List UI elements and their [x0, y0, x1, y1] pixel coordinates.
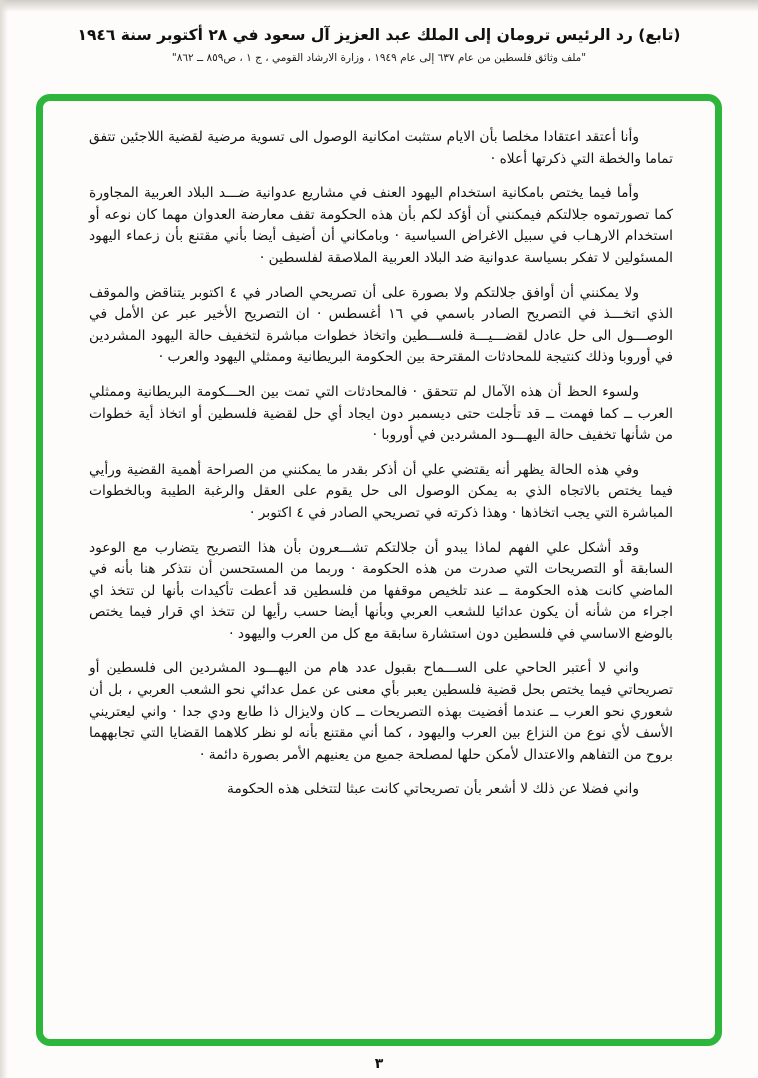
document-body — [43, 101, 715, 822]
paragraph-1: وأنا أعتقد اعتقادا مخلصا بأن الايام ستثبت امكانية الوصول الى تسوية مرضية لقضية اللاجئين تتفق تماما والخطة التي ذكرتها أعلاه · — [89, 129, 673, 167]
paragraph-7: واني لا أعتبر الحاحي على الســـماح بقبول عدد هام من اليهـــود المشردين الى فلسطين أو تصريحاتي فيما يختص بحل قضية فلسطين يعبر بأي معنى عن عمل عدائي نحو الشعب العربي ، بل أن شعوري نحو العرب ــ عندما أفضيت بهذه التصريحات ــ كان ولايزال ذا طابع ودي جدا · واني ليعتريني الأسف لأي نوع من النزاع بين العرب واليهود ، كما أني مقتنع بأنه لو نظر كلاهما القضايا التي تجابههما بروح من التفاهم والاعتدال لأمكن حلها لمصلحة جميع من يعنيهم الأمر بصورة دائمة · — [89, 660, 673, 763]
paragraph-8: واني فضلا عن ذلك لا أشعر بأن تصريحاتي كانت عبثا لتتخلى هذه الحكومة — [226, 781, 639, 798]
document-header — [0, 0, 758, 64]
document-subtitle: "ملف وثائق فلسطين من عام ٦٣٧ إلى عام ١٩٤٩ ، وزارة الارشاد القومي ، ج ١ ، ص٨٥٩ ــ ٨٦٢" — [171, 52, 587, 64]
paragraph-2: وأما فيما يختص بامكانية استخدام اليهود العنف في مشاريع عدوانية ضـــد البلاد العربية المجاورة كما تصورتموه جلالتكم فيمكنني أن أؤكد لكم بأن هذه الحكومة تقف معارضة العدوان مهما كان نوعه أو استخدام الارهـاب في سبيل الاغراض السياسية · وبامكاني أن أضيف أيضا بأني مقتنع بأن زعماء اليهود المسئولين لا تفكر بسياسة عدوانية ضد البلاد العربية الملاصقة لفلسطين · — [89, 185, 673, 266]
paragraph-4: ولسوء الحظ أن هذه الآمال لم تتحقق · فالمحادثات التي تمت بين الحـــكومة البريطانية وممثلي العرب ــ كما فهمت ــ قد تأجلت حتى ديسمبر دون ايجاد أي حل لقضية فلسطين أو اتخاذ أية خطوات من شأنها تخفيف حالة اليهـــود المشردين في أوروبا · — [89, 383, 673, 444]
page-number: ٣ — [374, 1056, 384, 1072]
paragraph-5: وفي هذه الحالة يظهر أنه يقتضي علي أن أذكر بقدر ما يمكنني من الصراحة أهمية القضية ورأيي فيما يختص بالاتجاه الذي به يمكن الوصول الى حل يقوم على العقل والرغبة الطيبة وبالخطوات المباشرة التي يجب اتخاذها · وهذا ذكرته في تصريحي الصادر في ٤ اكتوبر · — [89, 461, 673, 521]
green-border-frame — [36, 94, 722, 1046]
paragraph-6: وقد أشكل علي الفهم لماذا يبدو أن جلالتكم تشـــعرون بأن هذا التصريح يتضارب مع الوعود السابقة أو التصريحات التي صدرت من هذه الحكومة · وربما من المستحسن أن نتذكر هنا بأنه في الماضي كانت هذه الحكومة ــ عند تلخيص موقفها من فلسطين قد أعطت تأكيدات بأنها لن تتخذ اي اجراء من شأنه أن يكون عدائيا للشعب العربي وبأنها أيضا حسب رأيها لن تتخذ اي قرار فيما يختص بالوضع الاساسي في فلسطين دون استشارة سابقة مع كل من العرب واليهود · — [89, 539, 673, 642]
document-title: (تابع) رد الرئيس ترومان إلى الملك عبد العزيز آل سعود في ٢٨ أكتوبر سنة ١٩٤٦ — [77, 26, 681, 44]
paragraph-3: ولا يمكنني أن أوافق جلالتكم ولا بصورة على أن تصريحي الصادر في ٤ اكتوبر يتناقض والموقف الذي اتخـــذ في التصريح الصادر باسمي في ١٦ أغسطس · ان التصريح الأخير عبر عن الأمل في الوصـــول الى حل عادل لقضـــيـــة فلســـطين واتخاذ خطوات مباشرة لتخفيف حالة اليهود المشردين في أوروبا وذلك كنتيجة للمحادثات المقترحة بين الحكومة البريطانية وممثلي اليهود والعرب · — [89, 284, 673, 366]
